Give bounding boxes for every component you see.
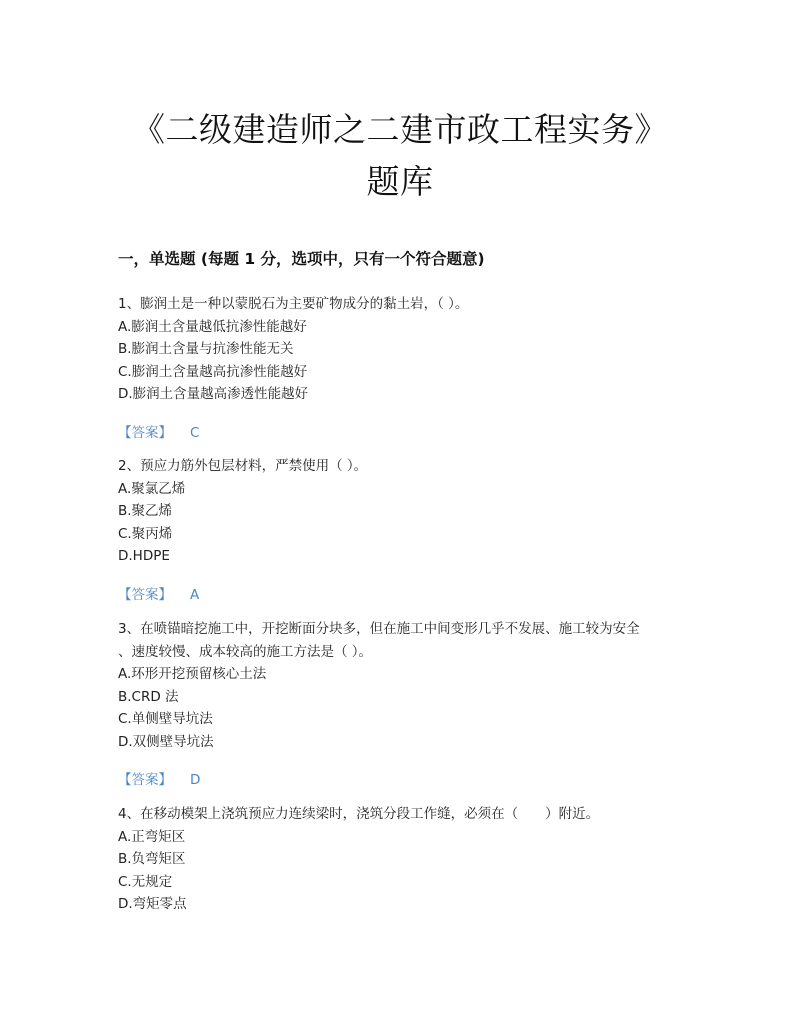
option-a: A.聚氯乙烯 — [118, 480, 186, 497]
document-title: 《二级建造师之二建市政工程实务》 — [132, 110, 668, 149]
question-text: 1、膨润土是一种以蒙脱石为主要矿物成分的黏土岩，（ ）。 — [118, 296, 469, 312]
question-4 — [118, 803, 688, 916]
question-text-line2: 、速度较慢、成本较高的施工方法是（ ）。 — [118, 643, 373, 660]
answer-3 — [118, 768, 200, 788]
answer-2 — [118, 583, 199, 603]
question-3 — [118, 618, 688, 753]
answer-label: 【答案】 — [118, 425, 172, 441]
answer-1 — [118, 421, 199, 441]
question-2 — [118, 455, 688, 568]
option-b: B.聚乙烯 — [118, 503, 173, 519]
answer-label: 【答案】 — [118, 587, 172, 603]
question-text: 4、在移动模架上浇筑预应力连续梁时，浇筑分段工作缝，必须在（ ）附近。 — [118, 806, 600, 822]
section-heading: 一，单选题 (每题 1 分，选项中，只有一个符合题意) — [118, 250, 485, 268]
answer-label: 【答案】 — [118, 772, 172, 788]
option-a: A.正弯矩区 — [118, 828, 186, 845]
answer-value: C — [190, 425, 200, 441]
option-c: C.无规定 — [118, 873, 173, 890]
option-d: D.双侧壁导坑法 — [118, 733, 214, 750]
document-subtitle: 题库 — [366, 162, 434, 201]
option-c: C.膨润土含量越高抗渗性能越好 — [118, 363, 308, 380]
answer-value: A — [190, 587, 200, 603]
option-d: D.弯矩零点 — [118, 896, 187, 912]
question-text-line1: 3、在喷锚暗挖施工中，开挖断面分块多，但在施工中间变形几乎不发展、施工较为安全 — [118, 621, 640, 637]
option-c: C.聚丙烯 — [118, 525, 173, 542]
option-c: C.单侧壁导坑法 — [118, 711, 213, 727]
option-b: B.CRD 法 — [118, 688, 179, 705]
question-text: 2、预应力筋外包层材料，严禁使用（ ）。 — [118, 458, 368, 474]
option-a: A.膨润土含量越低抗渗性能越好 — [118, 318, 307, 335]
option-d: D.膨润土含量越高渗透性能越好 — [118, 386, 309, 402]
option-b: B.膨润土含量与抗渗性能无关 — [118, 341, 294, 357]
option-d: D.HDPE — [118, 548, 170, 564]
option-a: A.环形开挖预留核心土法 — [118, 666, 267, 682]
question-1 — [118, 293, 688, 406]
answer-value: D — [190, 772, 201, 788]
option-b: B.负弯矩区 — [118, 851, 186, 867]
